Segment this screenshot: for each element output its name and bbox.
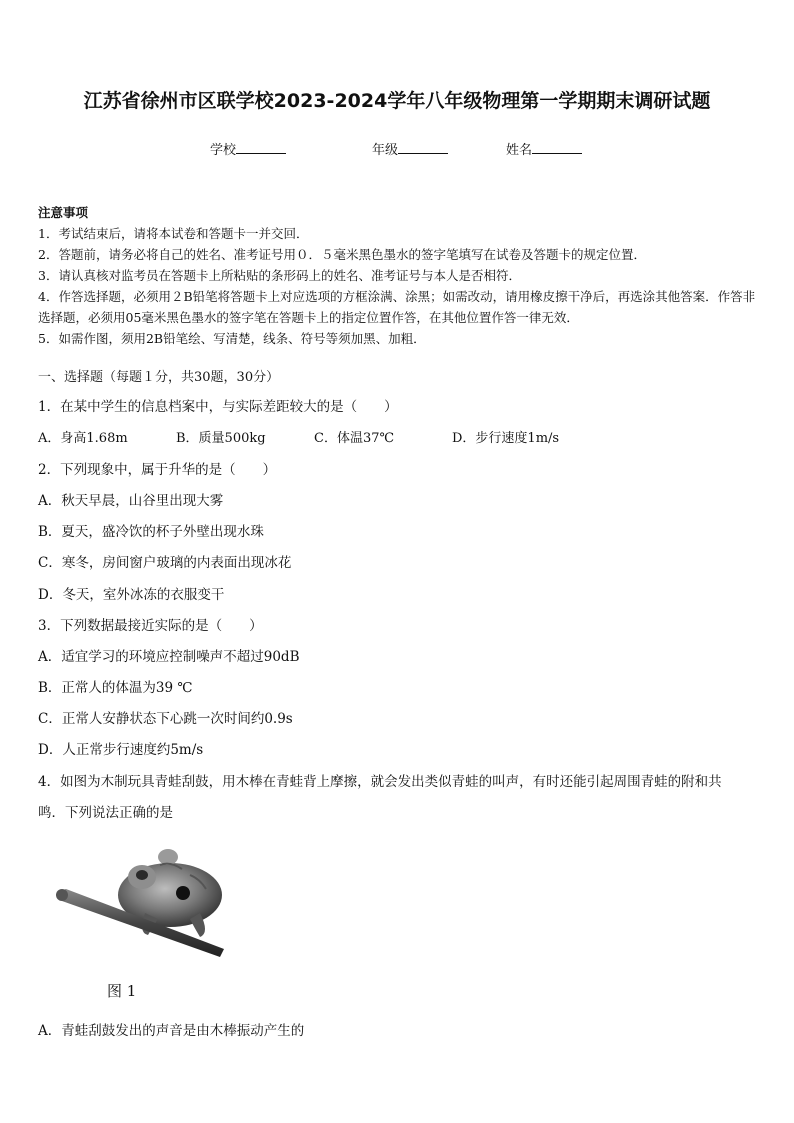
notice-item-4: 4．作答选择题，必须用２B铅笔将答题卡上对应选项的方框涂满、涂黑；如需改动，请用橡皮擦干净后，再选涂其他答案．作答非选择题，必须用05毫米黑色墨水的签字笔在答题卡上的指定位置作答，在其他位置作答一律无效． xyxy=(38,289,756,325)
name-field xyxy=(506,139,582,158)
q3-option-c: C．正常人安静状态下心跳一次时间约0.9s xyxy=(38,711,293,727)
q1-option-c: C．体温37℃ xyxy=(314,431,395,446)
grade-label: 年级 xyxy=(372,143,399,158)
q3-option-b: B．正常人的体温为39 ℃ xyxy=(38,680,193,696)
question-4-stem-line-2: 鸣．下列说法正确的是 xyxy=(38,805,173,821)
wooden-frog-figure xyxy=(50,835,250,1005)
figure-caption: 图 1 xyxy=(107,982,137,1000)
grade-blank xyxy=(398,139,448,154)
notice-item-3: 3．请认真核对监考员在答题卡上所粘贴的条形码上的姓名、准考证号与本人是否相符． xyxy=(38,268,521,283)
notice-item-5: 5．如需作图，须用2B铅笔绘、写清楚，线条、符号等须加黑、加粗． xyxy=(38,331,426,346)
notice-heading: 注意事项 xyxy=(38,205,89,220)
grade-field xyxy=(372,139,448,158)
question-2-stem: 2．下列现象中，属于升华的是（ ） xyxy=(38,462,277,478)
notice-block xyxy=(38,202,758,349)
question-4-stem-line-1: 4．如图为木制玩具青蛙刮鼓，用木棒在青蛙背上摩擦，就会发出类似青蛙的叫声，有时还能引起周围青蛙的附和共 xyxy=(38,774,722,790)
school-blank xyxy=(236,139,286,154)
name-blank xyxy=(532,139,582,154)
q1-option-a: A．身高1.68m xyxy=(38,431,128,446)
name-label: 姓名 xyxy=(506,143,533,158)
notice-item-2: 2．答题前，请务必将自己的姓名、准考证号用０．５毫米黑色墨水的签字笔填写在试卷及答题卡的规定位置． xyxy=(38,247,646,262)
section-heading: 一、选择题（每题１分，共30题，30分） xyxy=(38,370,280,385)
notice-item-1: 1．考试结束后，请将本试卷和答题卡一并交回． xyxy=(38,226,309,241)
exam-title: 江苏省徐州市区联学校2023-2024学年八年级物理第一学期期末调研试题 xyxy=(83,90,711,112)
q3-option-a: A．适宜学习的环境应控制噪声不超过90dB xyxy=(38,649,300,665)
school-label: 学校 xyxy=(210,143,237,158)
question-1-stem: 1．在某中学生的信息档案中，与实际差距较大的是（ ） xyxy=(38,399,398,415)
student-info-row xyxy=(0,139,794,163)
q2-option-c: C．寒冬，房间窗户玻璃的内表面出现冰花 xyxy=(38,555,292,571)
q1-option-d: D．步行速度1m/s xyxy=(452,431,560,446)
q2-option-a: A．秋天早晨，山谷里出现大雾 xyxy=(38,493,224,509)
question-3-stem: 3．下列数据最接近实际的是（ ） xyxy=(38,618,263,634)
q4-option-a: A．青蛙刮鼓发出的声音是由木棒振动产生的 xyxy=(38,1023,305,1039)
school-field xyxy=(210,139,286,158)
q1-option-b: B．质量500kg xyxy=(176,431,266,446)
q2-option-d: D．冬天，室外冰冻的衣服变干 xyxy=(38,587,225,603)
q3-option-d: D．人正常步行速度约5m/s xyxy=(38,742,204,758)
q2-option-b: B．夏天，盛冷饮的杯子外壁出现水珠 xyxy=(38,524,264,540)
